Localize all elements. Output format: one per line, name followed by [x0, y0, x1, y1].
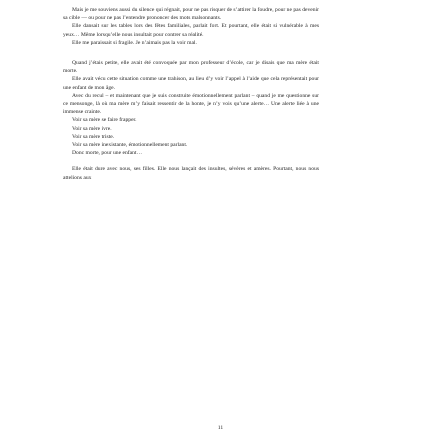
section-break — [63, 157, 319, 165]
paragraph: Elle me paraissait si fragile. Je n’aimais pas la voir mal. — [72, 39, 197, 46]
paragraph: Mais je me souviens aussi du silence qui régnait, pour ne pas risquer de s’attirer la foudre, pour ne pas devenir sa cible — ou pour ne pas l’entendre prononcer des mots malsonnants. — [63, 7, 319, 22]
list-line: Voir sa mère se faire frapper. — [72, 117, 137, 124]
book-page — [63, 6, 319, 182]
paragraph: Elle était dure avec nous, ses filles. Elle nous lançait des insultes, sévères et amères. Pourtant, nous nous attelions aux — [63, 166, 319, 181]
list-line: Voir sa mère triste. — [72, 133, 115, 140]
list-line: Donc morte, pour une enfant… — [72, 150, 143, 157]
paragraph: Elle avait vécu cette situation comme une trahison, au lieu d’y voir l’appel à l’aide que cela représentait pour une enfant de mon âge. — [63, 76, 319, 91]
section-break — [63, 47, 319, 59]
paragraph: Elle dansait sur les tables lors des fêtes familiales, parlait fort. Et pourtant, elle était si vulnérable à mes yeux… Même lorsqu’elle nous insultait pour contrer sa réalité. — [63, 23, 319, 38]
list-line: Voir sa mère ivre. — [72, 125, 112, 132]
paragraph: Avec du recul – et maintenant que je suis construite émotionnellement parlant – quand je me questionne sur ce mensonge, là où ma mère m’y faisait ressentir de la honte, je n’y vois qu’une alerte… Une alerte liée à une immense crainte. — [63, 92, 319, 116]
paragraph: Quand j’étais petite, elle avait été convoquée par mon professeur d’école, car je disais que ma mère était morte. — [63, 60, 319, 75]
list-line: Voir sa mère inexistante, émotionnellement parlant. — [72, 142, 188, 149]
page-number: 11 — [217, 425, 224, 431]
